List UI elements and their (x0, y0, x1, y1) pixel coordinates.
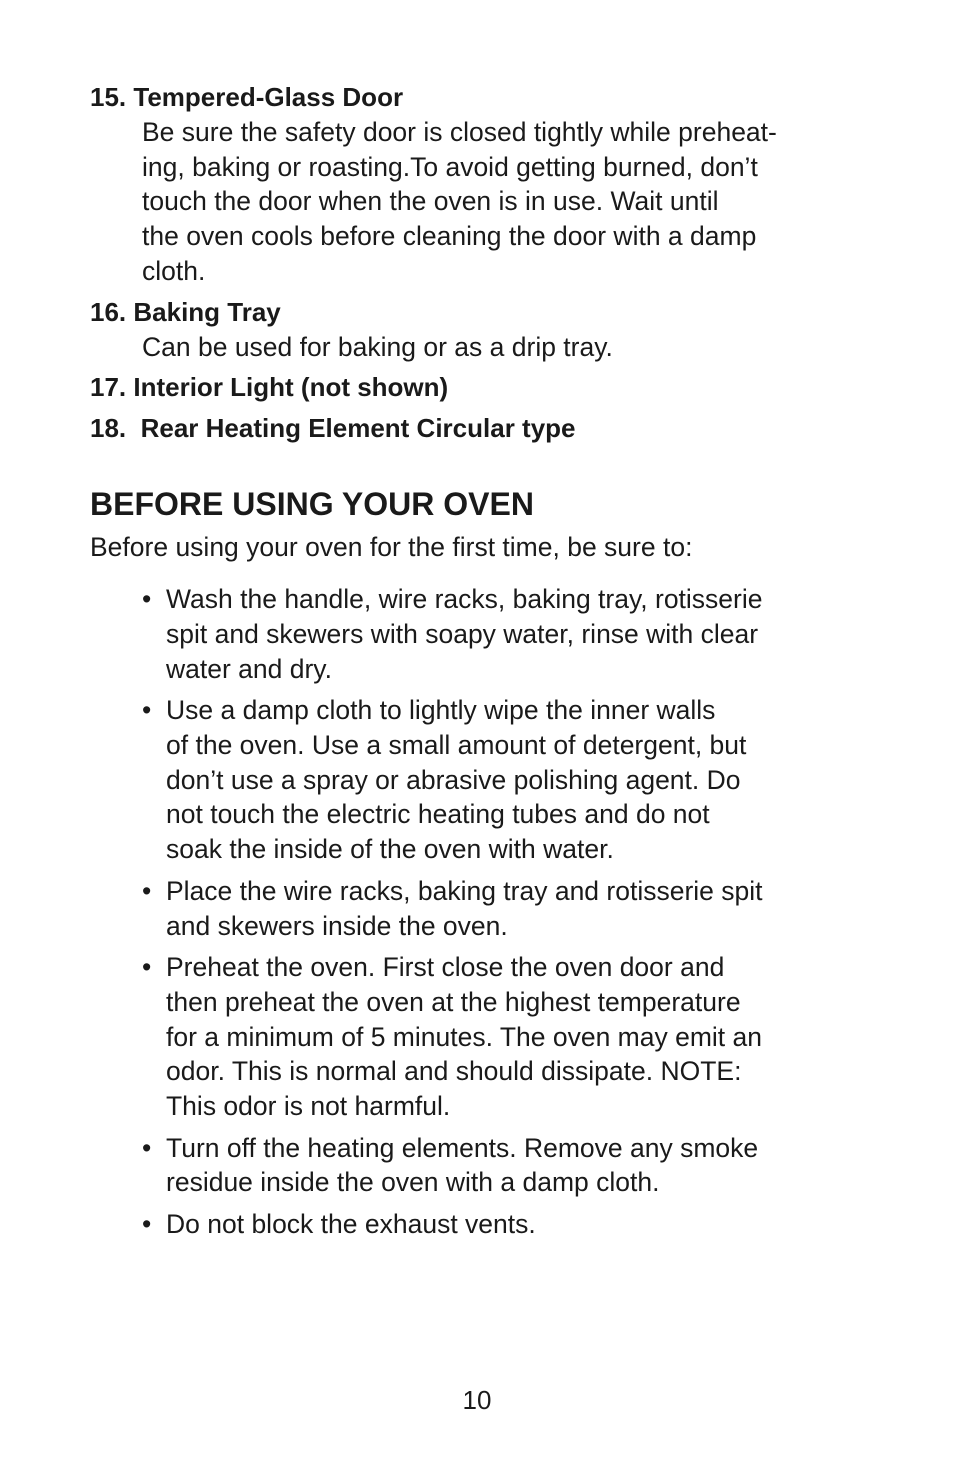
text-line: the oven cools before cleaning the door with a damp (142, 221, 757, 252)
manual-page (90, 80, 865, 1249)
bullet-icon: • (142, 1209, 152, 1240)
part-title: 16. Baking Tray (90, 296, 281, 327)
parts-list-item (90, 80, 865, 289)
text-line: cloth. (142, 255, 206, 286)
part-title: 18. Rear Heating Element Circular type (90, 413, 576, 444)
bullet-item (142, 1131, 865, 1200)
bullet-item (142, 1207, 865, 1242)
parts-list-item (90, 370, 865, 405)
bullet-icon: • (142, 1132, 152, 1163)
text-line: residue inside the oven with a damp cloth. (166, 1167, 660, 1198)
bullet-item (142, 693, 865, 867)
text-line: spit and skewers with soapy water, rinse with clear (166, 618, 759, 649)
text-line: of the oven. Use a small amount of detergent, but (166, 730, 747, 761)
bullet-icon: • (142, 875, 152, 906)
bullet-icon: • (142, 584, 152, 615)
text-line: Can be used for baking or as a drip tray. (142, 331, 613, 362)
text-line: Use a damp cloth to lightly wipe the inner walls (166, 695, 716, 726)
parts-list-item (90, 411, 865, 446)
bullet-list (90, 582, 865, 1242)
text-line: soak the inside of the oven with water. (166, 834, 614, 865)
text-line: Be sure the safety door is closed tightly while preheat- (142, 117, 777, 147)
text-line: touch the door when the oven is in use. Wait until (142, 186, 719, 217)
text-line: not touch the electric heating tubes and do not (166, 799, 710, 830)
page-number: 10 (462, 1385, 492, 1415)
bullet-item (142, 874, 865, 943)
part-title: 17. Interior Light (not shown) (90, 372, 449, 403)
part-title: 15. Tempered-Glass Door (90, 82, 404, 112)
part-description (90, 330, 865, 365)
parts-list (90, 80, 865, 446)
section-heading: BEFORE USING YOUR OVEN (90, 486, 534, 523)
text-line: then preheat the oven at the highest temperature (166, 986, 741, 1017)
text-line: Do not block the exhaust vents. (166, 1209, 536, 1240)
bullet-item (142, 582, 865, 686)
part-description (90, 115, 865, 289)
bullet-item (142, 950, 865, 1124)
text-line: This odor is not harmful. (166, 1091, 451, 1122)
text-line: water and dry. (166, 653, 332, 684)
text-line: for a minimum of 5 minutes. The oven may emit an (166, 1021, 763, 1052)
text-line: odor. This is normal and should dissipate. NOTE: (166, 1056, 742, 1087)
text-line: ing, baking or roasting.To avoid getting burned, don’t (142, 151, 758, 182)
text-line: Place the wire racks, baking tray and rotisserie spit (166, 875, 763, 906)
text-line: Wash the handle, wire racks, baking tray, rotisserie (166, 584, 763, 615)
bullet-icon: • (142, 695, 152, 726)
section-intro: Before using your oven for the first time, be sure to: (90, 532, 693, 563)
bullet-icon: • (142, 952, 152, 983)
text-line: don’t use a spray or abrasive polishing agent. Do (166, 764, 741, 795)
text-line: Preheat the oven. First close the oven door and (166, 952, 725, 983)
text-line: Turn off the heating elements. Remove any smoke (166, 1132, 759, 1163)
text-line: and skewers inside the oven. (166, 910, 508, 941)
parts-list-item (90, 295, 865, 365)
